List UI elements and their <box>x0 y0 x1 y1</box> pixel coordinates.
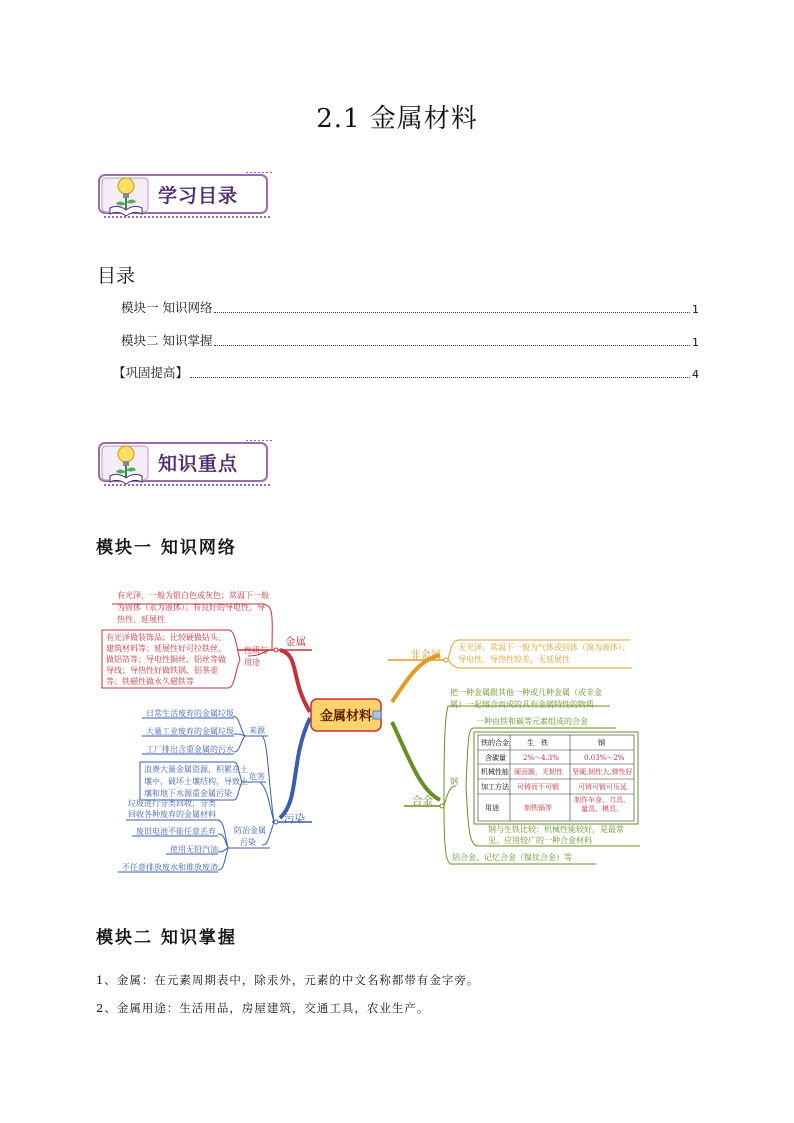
pollution-source-label: 来源 <box>249 726 265 735</box>
toc-item-page: 1 <box>692 303 699 316</box>
metal-desc: 有光泽，一般为银白色或灰色；常温下一般 为固体（汞为液体）；有良好的导电性、导 热性、延展性 <box>117 591 269 624</box>
pollution-sources: 日常生活废弃的金属垃圾 大量工业废弃的金属垃圾 工厂排出含重金属的污水 <box>146 709 234 754</box>
svg-text:硬而脆，无韧性: 硬而脆，无韧性 <box>514 768 563 776</box>
branch-alloy <box>392 722 440 800</box>
note-icon <box>373 711 381 719</box>
svg-text:制铁锅等: 制铁锅等 <box>524 804 552 812</box>
paragraph-metal-definition: 1、金属：在元素周期表中，除汞外，元素的中文名称都带有金字旁。 <box>96 973 480 987</box>
paragraph-metal-uses: 2、金属用途：生活用品，房屋建筑，交通工具，农业生产。 <box>96 1001 430 1015</box>
alloy-others: 铝合金、记忆合金（镍钛合金）等 <box>452 853 572 862</box>
svg-text:可铸而不可锻: 可铸而不可锻 <box>517 783 559 791</box>
center-label: 金属材料 <box>320 709 373 724</box>
toc-heading: 目录 <box>97 265 136 287</box>
pollution-prevent-label: 防治金属 污染 <box>234 826 266 847</box>
svg-text:可铸可锻可压延: 可铸可锻可压延 <box>578 783 627 791</box>
nonmetal-desc: 无光泽，常温下一般为气体或固体（溴为液体）； 导电性、导热性较差，无延展性 <box>458 643 630 664</box>
page-title: 2.1 金属材料 <box>316 104 478 134</box>
alloy-steel-label: 钢 <box>450 777 458 786</box>
svg-text:加工方法: 加工方法 <box>481 783 509 791</box>
svg-text:钢: 钢 <box>598 739 605 747</box>
metal-uses: 有光泽做装饰品；比较硬做钻头、 建筑材料等；延展性好可拉铁丝、 做铝箔等；导电性铜丝、铝丝等做 导线；导热性好做铁锅、铝茶壶 等；铁磁性做永久磁铁等 <box>106 633 226 686</box>
toc-item-page: 4 <box>692 368 699 381</box>
node-metal: 金属 <box>285 636 306 648</box>
alloy-table: 铁的合金 生 铁 钢 含碳量 2%～4.3% 0.03%～2% 机械性能 硬而脆，无韧性 坚硬,韧性大,弹性好 加工方法 可铸而不可锻 可铸可锻可压延 用途 制铁锅等 制作车身、刀具、量具、模具。 <box>474 732 638 824</box>
svg-text:用途: 用途 <box>485 804 499 812</box>
branch-nonmetal <box>392 655 440 702</box>
banner-label: 学习目录 <box>158 185 239 207</box>
branch-pollution <box>280 718 310 818</box>
steel-compare: 钢与生铁比较：机械性能较好，是最常 见、应用较广的一种合金材料 <box>488 825 624 845</box>
node-alloy: 合金 <box>412 795 433 807</box>
section-heading-knowledge: 模块二 知识掌握 <box>96 928 237 948</box>
svg-text:2%～4.3%: 2%～4.3% <box>523 754 559 762</box>
node-pollution: 污染 <box>284 813 305 825</box>
pollution-harm: 浪费大量金属资源，积累在土 壤中，破坏土壤结构，导致土 壤和地下水源重金属污染 <box>144 765 248 798</box>
steel-def: 一种由铁和碳等元素组成的合金 <box>476 717 588 726</box>
branch-metal <box>280 650 310 712</box>
svg-text:机械性能: 机械性能 <box>481 768 509 776</box>
svg-text:0.03%～2%: 0.03%～2% <box>584 754 625 762</box>
pollution-prevent: 垃圾进行分类回收，分类 回收各种废弃的金属材料 废旧电池不能任意丢弃 使用无铅汽油 不任意排放废水和堆放废渣 <box>122 799 218 872</box>
metal-use-label: 性质与 用途 <box>244 646 268 667</box>
svg-text:生 铁: 生 铁 <box>527 739 548 747</box>
section-heading-network: 模块一 知识网络 <box>96 538 237 558</box>
alloy-def: 把一种金属跟其他一种或几种金属（或非金 属）一起熔合而成的具有金属特性的物质 <box>450 688 602 709</box>
svg-text:铁的合金: 铁的合金 <box>481 739 509 747</box>
pollution-harm-label: 危害 <box>249 772 265 781</box>
svg-text:含碳量: 含碳量 <box>485 754 506 762</box>
svg-text:坚硬,韧性大,弹性好: 坚硬,韧性大,弹性好 <box>572 768 633 776</box>
node-nonmetal: 非金属 <box>410 649 442 661</box>
toc-item-label: 模块一 知识网络 <box>121 300 213 315</box>
toc-item-label: 模块二 知识掌握 <box>121 333 213 348</box>
banner-label: 知识重点 <box>158 453 239 475</box>
toc-item-label: 【巩固提高】 <box>113 365 189 380</box>
toc-item-page: 1 <box>692 336 699 349</box>
